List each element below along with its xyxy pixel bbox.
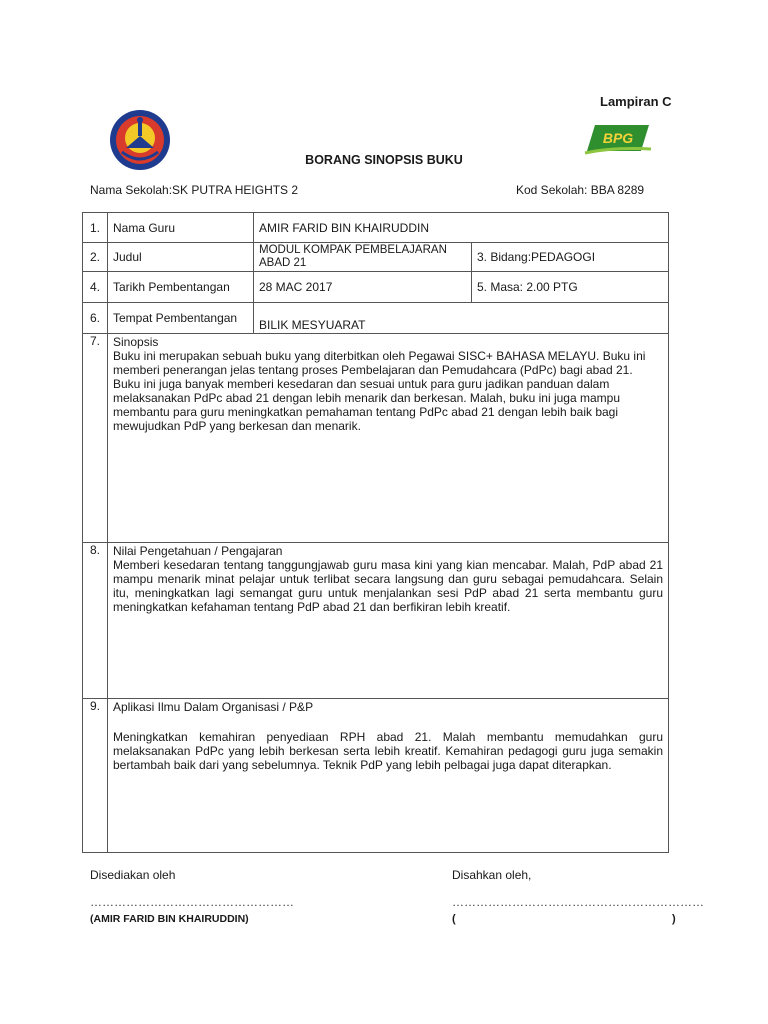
- field-label-title: Judul: [108, 243, 254, 272]
- approver-name-close: ): [672, 913, 676, 925]
- field-value-title: MODUL KOMPAK PEMBELAJARAN ABAD 21: [254, 243, 472, 272]
- application-text: Meningkatkan kemahiran penyediaan RPH abad 21. Malah membantu memudahkan guru melaksanakan PdPc yang lebih berkesan serta lebih kreatif. Kemahiran pedagogi guru juga semakin bertambah baik dari yang sebelumnya. Teknik PdP yang lebih pelbagai juga dapat diterapkan.: [113, 730, 664, 772]
- table-row: [83, 699, 669, 853]
- synopsis-text: Buku ini merupakan sebuah buku yang diterbitkan oleh Pegawai SISC+ BAHASA MELAYU. Buku ini memberi penerangan jelas tentang proses Pembelajaran dan Pemudahcara (PdPc) bagi abad 21. Buku ini juga banyak memberi kesedaran dan sesuai untuk para guru jadikan panduan dalam melaksanakan PdPc abad 21 dengan lebih menarik dan berkesan. Malah, buku ini juga mampu membantu para guru meningkatkan pemahaman tentang PdPc abad 21 dengan lebih baik bagi mewujudkan PdP yang berkesan dan menarik.: [113, 349, 646, 433]
- row-number: 6.: [83, 303, 108, 334]
- school-name: Nama Sekolah:SK PUTRA HEIGHTS 2: [90, 183, 299, 197]
- form-title: BORANG SINOPSIS BUKU: [305, 153, 463, 167]
- row-number: 4.: [83, 272, 108, 303]
- application-heading: Aplikasi Ilmu Dalam Organisasi / P&P: [113, 700, 314, 714]
- prepared-by-label: Disediakan oleh: [90, 868, 176, 882]
- approved-by-label: Disahkan oleh,: [452, 868, 532, 882]
- field-value-time: 5. Masa: 2.00 PTG: [472, 272, 669, 303]
- knowledge-value-heading: Nilai Pengetahuan / Pengajaran: [113, 544, 283, 558]
- synopsis-cell: [108, 334, 669, 543]
- prepared-by-name: (AMIR FARID BIN KHAIRUDDIN): [90, 913, 249, 925]
- bpg-logo: [583, 121, 653, 157]
- application-cell: [108, 699, 669, 853]
- field-label-venue: Tempat Pembentangan: [108, 303, 254, 334]
- row-number: 2.: [83, 243, 108, 272]
- table-row: [83, 272, 669, 303]
- knowledge-value-cell: [108, 543, 669, 699]
- field-value-venue: BILIK MESYUARAT: [254, 303, 669, 334]
- table-row: [83, 543, 669, 699]
- table-row: [83, 303, 669, 334]
- school-code: Kod Sekolah: BBA 8289: [516, 183, 645, 197]
- table-row: [83, 243, 669, 272]
- table-row: [83, 334, 669, 543]
- approved-signature-line: ………………………………………………………: [452, 895, 704, 909]
- knowledge-value-text: Memberi kesedaran tentang tanggungjawab guru masa kini yang kian mencabar. Malah, PdP abad 21 mampu menarik minat pelajar untuk terlibat secara langsung dan guru sebagai pemudahcara. Selain itu, meningkatkan lagi semangat guru untuk menjalankan sesi PdP abad 21 serta membantu guru meningkatkan kefahaman tentang PdP abad 21 dan berfikiran lebih kreatif.: [113, 558, 664, 614]
- row-number: 7.: [83, 334, 108, 543]
- approver-name-open: (: [452, 913, 456, 925]
- field-value-teacher: AMIR FARID BIN KHAIRUDDIN: [254, 213, 669, 243]
- table-row: [83, 213, 669, 243]
- synopsis-heading: Sinopsis: [113, 335, 159, 349]
- bpg-logo-text: BPG: [602, 130, 634, 146]
- field-label-teacher: Nama Guru: [108, 213, 254, 243]
- row-number: 1.: [83, 213, 108, 243]
- synopsis-form-table: [82, 212, 669, 853]
- prepared-signature-line: ……………………………………………: [90, 895, 294, 909]
- row-number: 8.: [83, 543, 108, 699]
- row-number: 9.: [83, 699, 108, 853]
- attachment-label: Lampiran C: [600, 94, 672, 109]
- field-value-date: 28 MAC 2017: [254, 272, 472, 303]
- field-value-field: 3. Bidang:PEDAGOGI: [472, 243, 669, 272]
- field-label-date: Tarikh Pembentangan: [108, 272, 254, 303]
